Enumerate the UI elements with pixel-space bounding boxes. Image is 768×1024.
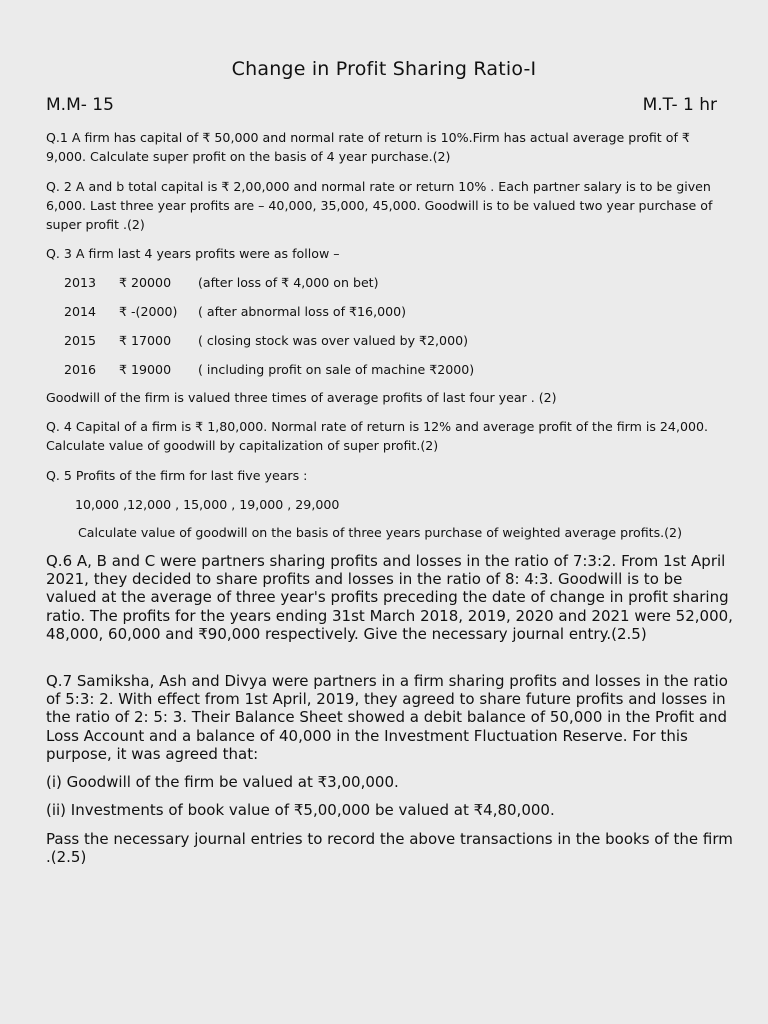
question-7-item-ii: (ii) Investments of book value of ₹5,00,000 be valued at ₹4,80,000. bbox=[46, 801, 555, 819]
q3-note: ( closing stock was over valued by ₹2,000) bbox=[198, 333, 469, 348]
q3-amount: ₹ 20000 bbox=[119, 275, 172, 290]
question-5-intro: Q. 5 Profits of the firm for last five years : bbox=[46, 468, 308, 483]
question-4: Q. 4 Capital of a firm is ₹ 1,80,000. Normal rate of return is 12% and average profit of the firm is 24,000. Calculate value of goodwill by capitalization of super profit.(2) bbox=[46, 419, 708, 453]
q3-year: 2014 bbox=[64, 304, 97, 319]
question-7-instruction: Pass the necessary journal entries to record the above transactions in the books of the firm .(2.5) bbox=[46, 830, 733, 867]
question-6: Q.6 A, B and C were partners sharing profits and losses in the ratio of 7:3:2. From 1st April 2021, they decided to share profits and losses in the ratio of 8: 4:3. Goodwill is to be valued at the average of three year's profits preceding the date of change in profit sharing ratio. The profits for the years ending 31st March 2018, 2019, 2020 and 2021 were 52,000, 48,000, 60,000 and ₹90,000 respectively. Give the necessary journal entry.(2.5) bbox=[46, 552, 733, 643]
max-marks: M.M- 15 bbox=[46, 95, 114, 115]
question-7-item-i: (i) Goodwill of the firm be valued at ₹3,00,000. bbox=[46, 773, 399, 791]
question-2: Q. 2 A and b total capital is ₹ 2,00,000 and normal rate or return 10% . Each partner salary is to be given 6,000. Last three year profits are – 40,000, 35,000, 45,000. Goodwill is to be valued two year purchase of super profit .(2) bbox=[46, 179, 713, 232]
q3-year: 2013 bbox=[64, 275, 97, 290]
q3-note: (after loss of ₹ 4,000 on bet) bbox=[198, 275, 379, 290]
question-3-conclusion: Goodwill of the firm is valued three times of average profits of last four year . (2) bbox=[46, 390, 557, 405]
question-1: Q.1 A firm has capital of ₹ 50,000 and normal rate of return is 10%.Firm has actual average profit of ₹ 9,000. Calculate super profit on the basis of 4 year purchase.(2) bbox=[46, 130, 690, 164]
q3-amount: ₹ -(2000) bbox=[119, 304, 178, 319]
q3-note: ( after abnormal loss of ₹16,000) bbox=[198, 304, 407, 319]
page-title: Change in Profit Sharing Ratio-I bbox=[231, 58, 537, 80]
question-5-profits: 10,000 ,12,000 , 15,000 , 19,000 , 29,000 bbox=[75, 497, 340, 512]
question-3-intro: Q. 3 A firm last 4 years profits were as follow – bbox=[46, 246, 340, 261]
question-7: Q.7 Samiksha, Ash and Divya were partners in a firm sharing profits and losses in the ratio of 5:3: 2. With effect from 1st April, 2019, they agreed to share future profits and losses in the ratio of 2: 5: 3. Their Balance Sheet showed a debit balance of 50,000 in the Profit and Loss Account and a balance of 40,000 in the Investment Fluctuation Reserve. For this purpose, it was agreed that: bbox=[46, 672, 728, 763]
q3-year: 2016 bbox=[64, 362, 97, 377]
max-time: M.T- 1 hr bbox=[642, 95, 717, 115]
q3-amount: ₹ 17000 bbox=[119, 333, 172, 348]
question-5-task: Calculate value of goodwill on the basis of three years purchase of weighted average profits.(2) bbox=[78, 525, 682, 540]
q3-note: ( including profit on sale of machine ₹2000) bbox=[198, 362, 475, 377]
q3-year: 2015 bbox=[64, 333, 97, 348]
q3-amount: ₹ 19000 bbox=[119, 362, 172, 377]
